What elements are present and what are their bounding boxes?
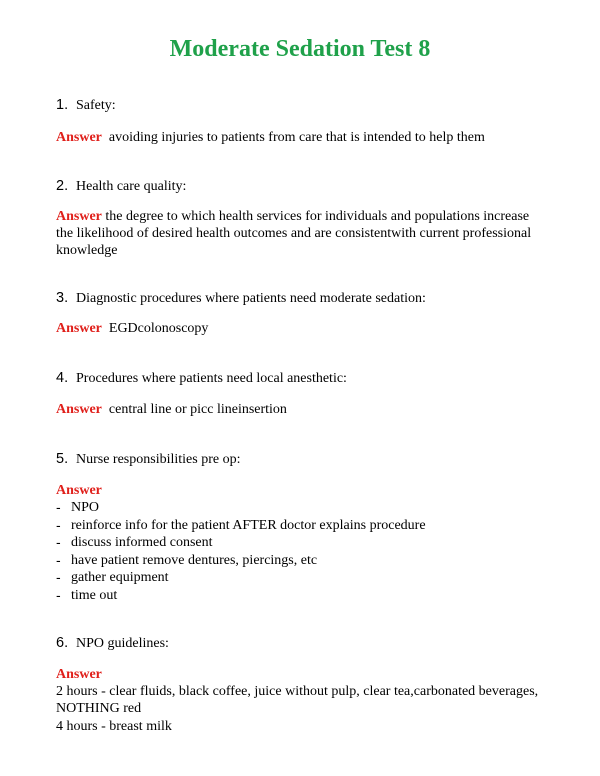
answer-1 bbox=[56, 129, 556, 146]
answer-3 bbox=[56, 320, 556, 337]
question-3 bbox=[56, 289, 426, 308]
question-4 bbox=[56, 369, 347, 388]
answer-5 bbox=[56, 482, 556, 605]
answer-label: Answer bbox=[56, 402, 102, 417]
answer-4 bbox=[56, 401, 556, 418]
answer-line: NOTHING red bbox=[56, 701, 142, 717]
question-number: 5. bbox=[56, 451, 69, 467]
question-1 bbox=[56, 96, 116, 115]
question-number: 3. bbox=[56, 290, 69, 306]
question-text: Health care quality: bbox=[76, 179, 187, 194]
list-item: - have patient remove dentures, piercings, etc bbox=[56, 551, 318, 568]
answer-text: the degree to which health services for individuals and populations increase the likelihood of desired health outcomes and are consistentwith current professional knowledge bbox=[56, 209, 532, 258]
question-text: NPO guidelines: bbox=[76, 636, 169, 651]
question-text: Procedures where patients need local anesthetic: bbox=[76, 371, 347, 386]
question-6 bbox=[56, 634, 169, 653]
answer-label: Answer bbox=[56, 321, 102, 336]
list-item: - gather equipment bbox=[56, 569, 169, 586]
list-item: - reinforce info for the patient AFTER doctor explains procedure bbox=[56, 516, 426, 533]
question-text: Diagnostic procedures where patients need moderate sedation: bbox=[76, 291, 426, 306]
list-item: - discuss informed consent bbox=[56, 534, 213, 551]
page-title: Moderate Sedation Test 8 bbox=[169, 36, 431, 62]
answer-text: EGDcolonoscopy bbox=[108, 321, 209, 336]
question-text: Nurse responsibilities pre op: bbox=[76, 452, 241, 467]
answer-label: Answer bbox=[56, 483, 102, 498]
answer-bullet-list bbox=[56, 499, 556, 605]
question-number: 4. bbox=[56, 370, 69, 386]
question-number: 2. bbox=[56, 178, 69, 194]
answer-text: avoiding injuries to patients from care that is intended to help them bbox=[108, 130, 485, 145]
answer-line: 2 hours - clear fluids, black coffee, juice without pulp, clear tea,carbonated beverages, bbox=[56, 684, 539, 699]
question-text: Safety: bbox=[76, 98, 116, 113]
answer-6 bbox=[56, 666, 556, 735]
list-item: - time out bbox=[56, 586, 118, 603]
question-number: 1. bbox=[56, 97, 69, 113]
answer-label: Answer bbox=[56, 209, 102, 224]
question-5 bbox=[56, 450, 240, 469]
list-item: - NPO bbox=[56, 499, 100, 515]
question-2 bbox=[56, 177, 186, 196]
answer-lines bbox=[56, 683, 556, 735]
answer-2 bbox=[56, 208, 546, 259]
answer-line: 4 hours - breast milk bbox=[56, 718, 172, 734]
answer-label: Answer bbox=[56, 130, 102, 145]
answer-label: Answer bbox=[56, 667, 102, 682]
question-number: 6. bbox=[56, 635, 69, 651]
answer-text: central line or picc lineinsertion bbox=[108, 402, 287, 417]
